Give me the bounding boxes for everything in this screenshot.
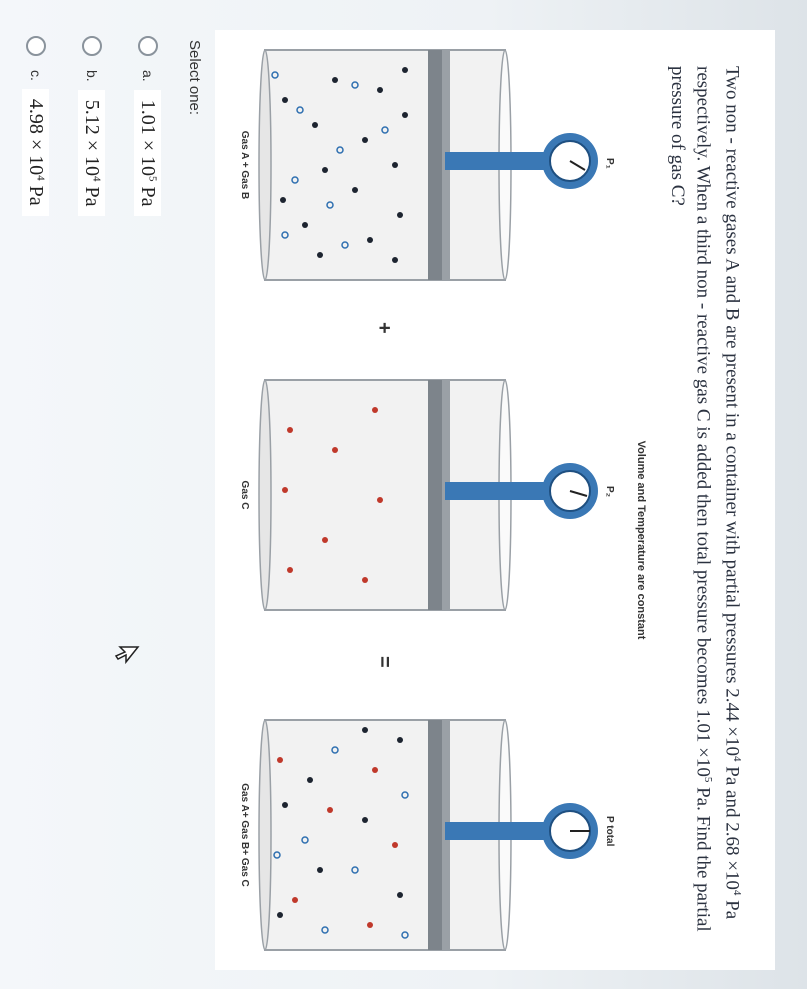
option-value: $5.12 \times 10^4$ Pa <box>79 90 106 217</box>
radio-button-a[interactable] <box>138 36 158 56</box>
answer-section <box>7 24 207 744</box>
equals-sign: = <box>373 656 395 668</box>
mouse-pointer-icon <box>114 645 140 667</box>
pressure-label-total: P total <box>604 816 615 847</box>
gas-label-c: Gas C <box>239 480 250 510</box>
radio-button-b[interactable] <box>82 36 102 56</box>
option-letter: c. <box>28 70 44 81</box>
pressure-label-p2: P₂ <box>604 486 615 498</box>
option-value: $1.01 \times 10^5$ Pa <box>135 90 162 217</box>
plus-sign: + <box>373 322 395 334</box>
pressure-label-p1: P₁ <box>604 158 615 169</box>
option-b[interactable] <box>77 36 107 216</box>
option-a[interactable] <box>133 36 163 216</box>
container-gas-a-b <box>259 50 598 280</box>
diagram-caption: Volume and Temperature are constant <box>635 440 647 640</box>
question-box <box>215 30 775 970</box>
question-text: Two non - reactive gases A and B are present in a container with partial pressures $2.44 \times 10^4$ Pa and $2.68 \times 10^4$ Pa respectively. When a third non - reactive gas C is added then total pressure becomes $1.01 \times 10^5$ Pa. Find the partial pressure of gas C? <box>667 66 743 932</box>
radio-button-c[interactable] <box>26 36 46 56</box>
container-gas-c <box>259 380 598 610</box>
gas-diagram <box>215 30 775 970</box>
container-gas-total <box>259 720 598 950</box>
select-one-label: Select one: <box>186 40 203 116</box>
gas-label-a-b: Gas A + Gas B <box>239 130 250 200</box>
option-value: $4.98 \times 10^4$ Pa <box>23 89 50 216</box>
option-letter: b. <box>84 70 100 82</box>
option-c[interactable] <box>21 36 51 216</box>
gas-label-total: Gas A+ Gas B+ Gas C <box>239 783 250 887</box>
option-letter: a. <box>140 70 156 82</box>
